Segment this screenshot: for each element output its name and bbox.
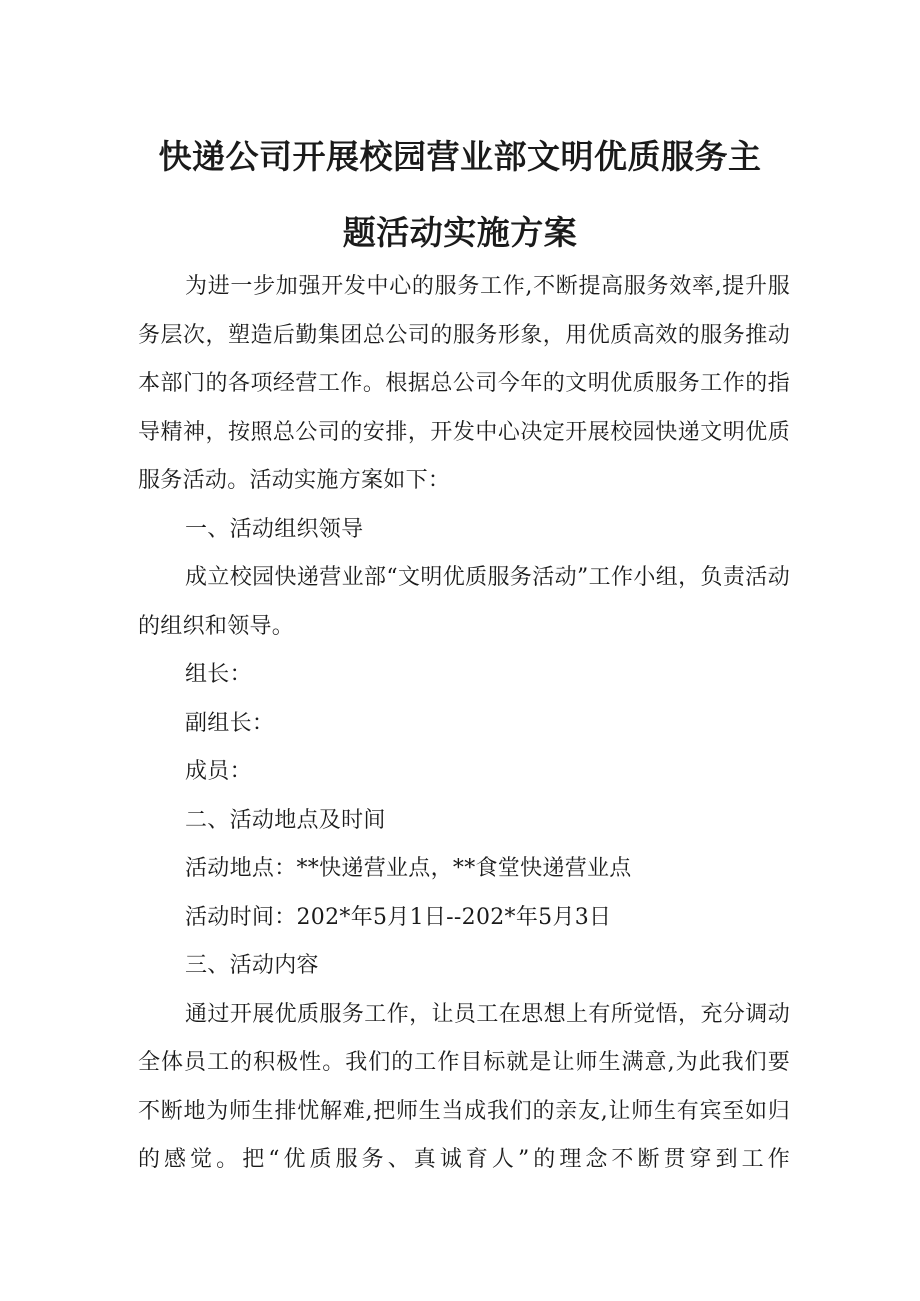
deputy-leader-line: 副组长：	[185, 710, 275, 736]
content-paragraph: 通过开展优质服务工作，让员工在思想上有所觉悟，充分调动全体员工的积极性。我们的工作目标就是让师生满意,为此我们要不断地为师生排忧解难,把师生当成我们的亲友,让师生有宾至如归的感觉。把“优质服务、真诚育人”的理念不断贯穿到工作	[138, 1001, 790, 1172]
document-title-line-2: 题活动实施方案	[342, 213, 578, 252]
section-heading-place-time: 二、活动地点及时间	[185, 807, 386, 833]
section-heading-content: 三、活动内容	[185, 953, 319, 978]
document-title-line-1: 快递公司开展校园营业部文明优质服务主	[158, 137, 762, 176]
members-line: 成员：	[185, 759, 252, 784]
section-heading-organization: 一、活动组织领导	[185, 516, 364, 542]
activity-time-line: 活动时间：202*年5月1日--202*年5月3日	[185, 904, 612, 930]
document-body	[138, 263, 790, 1185]
team-leader-line: 组长：	[185, 662, 252, 687]
organization-paragraph: 成立校园快递营业部“文明优质服务活动”工作小组，负责活动的组织和领导。	[138, 565, 790, 639]
intro-paragraph: 为进一步加强开发中心的服务工作,不断提高服务效率,提升服务层次，塑造后勤集团总公司的服务形象，用优质高效的服务推动本部门的各项经营工作。根据总公司今年的文明优质服务工作的指导精神，按照总公司的安排，开发中心决定开展校园快递文明优质服务活动。活动实施方案如下：	[138, 274, 790, 493]
activity-location-line: 活动地点：**快递营业点，**食堂快递营业点	[185, 856, 632, 881]
